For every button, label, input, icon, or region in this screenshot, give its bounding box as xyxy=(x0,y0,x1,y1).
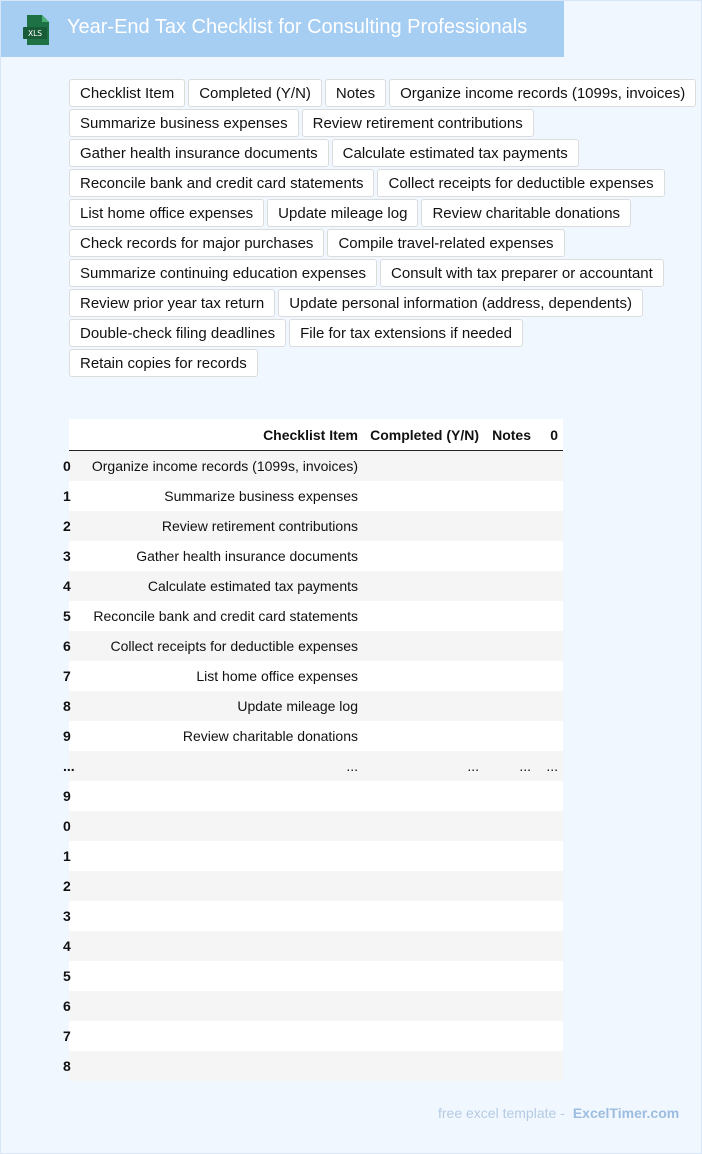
column-header[interactable]: Completed (Y/N) xyxy=(363,419,484,451)
table-row xyxy=(69,661,563,691)
column-chip[interactable]: Check records for major purchases xyxy=(69,229,324,257)
table-cell[interactable] xyxy=(484,871,536,901)
table-cell[interactable] xyxy=(536,991,563,1021)
table-cell[interactable] xyxy=(363,601,484,631)
row-index: 7 xyxy=(69,1021,77,1051)
row-index: 9 xyxy=(69,781,77,811)
table-cell[interactable] xyxy=(363,901,484,931)
column-chip[interactable]: Double-check filing deadlines xyxy=(69,319,286,347)
column-chip[interactable]: Checklist Item xyxy=(69,79,185,107)
table-cell[interactable]: ... xyxy=(77,751,363,781)
column-chip[interactable]: Reconcile bank and credit card statements xyxy=(69,169,374,197)
column-header[interactable]: Checklist Item xyxy=(77,419,363,451)
table-cell[interactable]: Review retirement contributions xyxy=(77,511,363,541)
column-header[interactable]: Notes xyxy=(484,419,536,451)
table-cell[interactable] xyxy=(77,961,363,991)
table-cell[interactable] xyxy=(363,811,484,841)
table-cell[interactable] xyxy=(363,841,484,871)
table-cell[interactable] xyxy=(363,511,484,541)
row-index: 2 xyxy=(69,511,77,541)
table-cell[interactable] xyxy=(536,1051,563,1081)
column-chip[interactable]: Consult with tax preparer or accountant xyxy=(380,259,664,287)
table-cell[interactable] xyxy=(536,1021,563,1051)
table-cell[interactable] xyxy=(484,481,536,511)
row-index: 6 xyxy=(69,991,77,1021)
column-chip[interactable]: Collect receipts for deductible expenses xyxy=(377,169,664,197)
table-cell[interactable] xyxy=(536,481,563,511)
column-chip[interactable]: Review charitable donations xyxy=(421,199,631,227)
table-cell[interactable] xyxy=(363,541,484,571)
row-index: 3 xyxy=(69,541,77,571)
index-header xyxy=(69,419,77,451)
table-row xyxy=(69,631,563,661)
table-cell[interactable] xyxy=(484,1021,536,1051)
table-cell[interactable] xyxy=(536,511,563,541)
row-index: 4 xyxy=(69,571,77,601)
table-cell[interactable] xyxy=(536,901,563,931)
table-cell[interactable]: Summarize business expenses xyxy=(77,481,363,511)
row-index: 5 xyxy=(69,961,77,991)
table-cell[interactable] xyxy=(536,571,563,601)
footer-text: free excel template - xyxy=(438,1105,565,1121)
table-cell[interactable] xyxy=(536,541,563,571)
table-cell[interactable] xyxy=(363,721,484,751)
table-cell[interactable] xyxy=(77,1051,363,1081)
row-index: 7 xyxy=(69,661,77,691)
column-header[interactable]: 0 xyxy=(536,419,563,451)
table-cell[interactable] xyxy=(536,451,563,482)
table-cell[interactable]: Organize income records (1099s, invoices) xyxy=(77,451,363,482)
table-cell[interactable] xyxy=(484,811,536,841)
table-row xyxy=(69,931,563,961)
table-header-row xyxy=(69,419,563,451)
table-cell[interactable] xyxy=(77,1021,363,1051)
table-cell[interactable] xyxy=(536,661,563,691)
table-cell[interactable] xyxy=(484,601,536,631)
table-cell[interactable] xyxy=(536,841,563,871)
table-cell[interactable] xyxy=(484,451,536,482)
table-row xyxy=(69,721,563,751)
table-cell[interactable]: ... xyxy=(484,751,536,781)
column-chip[interactable]: Review retirement contributions xyxy=(302,109,534,137)
table-row xyxy=(69,901,563,931)
table-cell[interactable] xyxy=(536,961,563,991)
table-cell[interactable] xyxy=(363,931,484,961)
table-cell[interactable] xyxy=(484,901,536,931)
table-cell[interactable] xyxy=(536,781,563,811)
column-chip[interactable]: Notes xyxy=(325,79,386,107)
table-cell[interactable] xyxy=(77,931,363,961)
excel-icon-text: XLS xyxy=(27,29,43,38)
table-row xyxy=(69,1021,563,1051)
column-chip[interactable]: Review prior year tax return xyxy=(69,289,275,317)
table-cell[interactable] xyxy=(484,961,536,991)
table-cell[interactable] xyxy=(77,901,363,931)
data-table-container xyxy=(63,419,563,1081)
column-chip[interactable]: Summarize continuing education expenses xyxy=(69,259,377,287)
row-index: 1 xyxy=(69,481,77,511)
column-chip[interactable]: Compile travel-related expenses xyxy=(327,229,564,257)
row-index: 1 xyxy=(69,841,77,871)
table-cell[interactable] xyxy=(484,781,536,811)
table-cell[interactable] xyxy=(77,991,363,1021)
table-row xyxy=(69,481,563,511)
table-cell[interactable] xyxy=(363,451,484,482)
table-row xyxy=(69,571,563,601)
table-cell[interactable] xyxy=(363,991,484,1021)
row-index: ... xyxy=(69,751,77,781)
table-cell[interactable] xyxy=(536,631,563,661)
table-cell[interactable] xyxy=(536,871,563,901)
table-cell[interactable]: ... xyxy=(363,751,484,781)
row-index: 5 xyxy=(69,601,77,631)
row-index: 6 xyxy=(69,631,77,661)
table-cell[interactable] xyxy=(484,1051,536,1081)
column-chip[interactable]: Summarize business expenses xyxy=(69,109,299,137)
table-cell[interactable] xyxy=(363,871,484,901)
table-cell[interactable] xyxy=(484,571,536,601)
column-chip[interactable]: List home office expenses xyxy=(69,199,264,227)
table-cell[interactable] xyxy=(363,1051,484,1081)
table-cell[interactable] xyxy=(484,931,536,961)
row-index: 9 xyxy=(69,721,77,751)
table-body xyxy=(63,451,563,1082)
table-cell[interactable] xyxy=(363,481,484,511)
table-cell[interactable] xyxy=(484,841,536,871)
table-row xyxy=(69,691,563,721)
table-cell[interactable]: Reconcile bank and credit card statements xyxy=(77,601,363,631)
table-row xyxy=(69,1051,563,1081)
column-chip[interactable]: Calculate estimated tax payments xyxy=(332,139,579,167)
column-chip[interactable]: Update mileage log xyxy=(267,199,418,227)
column-chip[interactable]: Completed (Y/N) xyxy=(188,79,322,107)
table-cell[interactable] xyxy=(77,811,363,841)
page-title: Year-End Tax Checklist for Consulting Professionals xyxy=(67,16,528,38)
table-cell[interactable] xyxy=(536,601,563,631)
table-cell[interactable] xyxy=(484,661,536,691)
row-index: 4 xyxy=(69,931,77,961)
header-bar xyxy=(1,1,564,57)
table-row xyxy=(69,541,563,571)
row-index: 8 xyxy=(69,1051,77,1081)
table-cell[interactable]: Review charitable donations xyxy=(77,721,363,751)
table-cell[interactable] xyxy=(536,721,563,751)
row-index: 2 xyxy=(69,871,77,901)
table-cell[interactable] xyxy=(77,871,363,901)
table-cell[interactable] xyxy=(363,571,484,601)
row-index: 8 xyxy=(69,691,77,721)
table-cell[interactable] xyxy=(77,781,363,811)
table-row xyxy=(69,601,563,631)
table-cell[interactable] xyxy=(536,691,563,721)
column-chip[interactable]: Organize income records (1099s, invoices) xyxy=(389,79,696,107)
table-cell[interactable] xyxy=(484,511,536,541)
column-chip[interactable]: Update personal information (address, dependents) xyxy=(278,289,643,317)
table-row xyxy=(69,961,563,991)
table-cell[interactable]: List home office expenses xyxy=(77,661,363,691)
table-cell[interactable] xyxy=(363,661,484,691)
table-row xyxy=(69,781,563,811)
column-chip-list xyxy=(69,79,699,377)
footer-brand-link[interactable]: ExcelTimer.com xyxy=(572,1105,680,1121)
column-chip[interactable]: File for tax extensions if needed xyxy=(289,319,523,347)
table-cell[interactable] xyxy=(536,811,563,841)
table-cell[interactable] xyxy=(484,541,536,571)
table-cell[interactable] xyxy=(363,631,484,661)
table-cell[interactable] xyxy=(484,721,536,751)
table-cell[interactable] xyxy=(484,631,536,661)
row-index: 0 xyxy=(69,811,77,841)
table-cell[interactable]: Collect receipts for deductible expenses xyxy=(77,631,363,661)
table-row xyxy=(69,751,563,781)
table-cell[interactable] xyxy=(536,931,563,961)
table-row xyxy=(69,841,563,871)
data-table xyxy=(63,419,563,1081)
table-cell[interactable] xyxy=(77,841,363,871)
table-cell[interactable] xyxy=(363,961,484,991)
row-index: 3 xyxy=(69,901,77,931)
table-row xyxy=(69,991,563,1021)
table-cell[interactable] xyxy=(363,1021,484,1051)
footer xyxy=(438,1105,679,1121)
table-row xyxy=(69,871,563,901)
column-chip[interactable]: Retain copies for records xyxy=(69,349,258,377)
table-cell[interactable] xyxy=(363,691,484,721)
table-cell[interactable]: Update mileage log xyxy=(77,691,363,721)
table-cell[interactable]: Gather health insurance documents xyxy=(77,541,363,571)
table-row xyxy=(69,451,563,482)
table-row xyxy=(69,511,563,541)
table-cell[interactable] xyxy=(484,691,536,721)
row-index: 0 xyxy=(69,451,77,482)
table-cell[interactable] xyxy=(484,991,536,1021)
table-row xyxy=(69,811,563,841)
excel-file-icon xyxy=(23,15,51,45)
table-cell[interactable] xyxy=(363,781,484,811)
column-chip[interactable]: Gather health insurance documents xyxy=(69,139,329,167)
table-cell[interactable]: ... xyxy=(536,751,563,781)
table-cell[interactable]: Calculate estimated tax payments xyxy=(77,571,363,601)
